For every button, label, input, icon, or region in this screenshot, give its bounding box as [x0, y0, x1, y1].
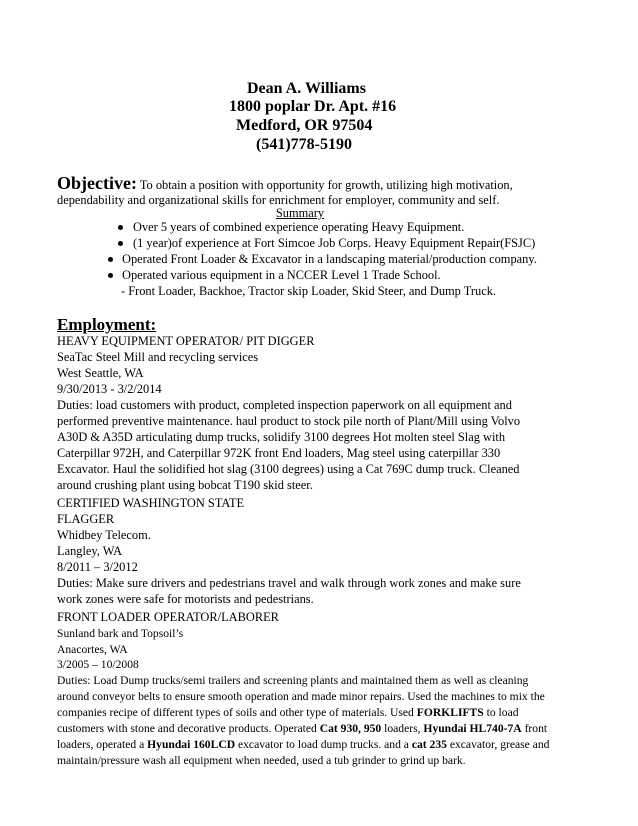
hyundai-excavator-emphasis: Hyundai 160LCD	[147, 738, 236, 751]
objective-text-continued: dependability and organizational skills for enrichment for employer, community and self.	[57, 193, 500, 207]
job-duties-line: Excavator. Haul the solidified hot slag (3100 degrees) using a Cat 769C dump truck. Cleaned	[57, 462, 520, 476]
summary-item: Over 5 years of combined experience operating Heavy Equipment.	[133, 220, 465, 234]
employment-heading: Employment:	[57, 315, 157, 334]
summary-heading: Summary	[275, 206, 325, 220]
bullet-icon	[108, 257, 113, 262]
bullet-icon	[108, 273, 113, 278]
job-duties-line: work zones were safe for motorists and pedestrians.	[57, 592, 314, 606]
cat-excavator-emphasis: cat 235	[411, 738, 447, 751]
summary-item: (1 year)of experience at Fort Simcoe Job Corps. Heavy Equipment Repair(FSJC)	[133, 236, 536, 250]
job-dates: 9/30/2013 - 3/2/2014	[57, 382, 162, 396]
job-company: Whidbey Telecom.	[57, 528, 151, 542]
job-title: FRONT LOADER OPERATOR/LABORER	[57, 610, 279, 624]
job-duties-line: loaders, operated a Hyundai 160LCD excavator to load dump trucks. and a cat 235 excavator, grease and	[57, 738, 550, 751]
phone-number: (541)778-5190	[256, 136, 352, 153]
objective-label: Objective:	[57, 173, 137, 193]
job-duties-line: Duties: Make sure drivers and pedestrians travel and walk through work zones and make sure	[57, 576, 521, 590]
job-location: Langley, WA	[57, 544, 123, 558]
objective-line	[57, 173, 513, 194]
summary-subitem: - Front Loader, Backhoe, Tractor skip Loader, Skid Steer, and Dump Truck.	[121, 284, 496, 298]
job-location: West Seattle, WA	[57, 366, 144, 380]
address-line-2: Medford, OR 97504	[236, 117, 373, 134]
job-title: CERTIFIED WASHINGTON STATE	[57, 496, 245, 510]
address-line-1: 1800 poplar Dr. Apt. #16	[229, 98, 397, 115]
job-location: Anacortes, WA	[57, 643, 128, 656]
job-company: SeaTac Steel Mill and recycling services	[57, 350, 259, 364]
job-duties-line: around conveyor belts to ensure smooth operation and made minor repairs. Used the machines to mix the	[57, 690, 545, 703]
job-duties-line: maintain/pressure wash all equipment when needed, used a tub grinder to grind up bark.	[57, 754, 466, 767]
job-duties-line: Duties: Load Dump trucks/semi trailers and screening plants and maintained them as well as cleaning	[57, 674, 529, 687]
forklifts-emphasis: FORKLIFTS	[416, 706, 484, 719]
objective-text: To obtain a position with opportunity for growth, utilizing high motivation,	[136, 178, 513, 192]
job-company: Sunland bark and Topsoil’s	[57, 627, 184, 640]
job-duties-line: A30D & A35D articulating dump trucks, solidify 3100 degrees Hot molten steel Slag with	[57, 430, 506, 444]
job-title: HEAVY EQUIPMENT OPERATOR/ PIT DIGGER	[57, 334, 315, 348]
job-duties-line: Caterpillar 972H, and Caterpillar 972K front End loaders, Mag steel using caterpillar 330	[57, 446, 501, 460]
job-dates: 8/2011 – 3/2012	[57, 560, 138, 574]
summary-item: Operated Front Loader & Excavator in a landscaping material/production company.	[122, 252, 537, 266]
bullet-icon	[118, 225, 123, 230]
cat-loaders-emphasis: Cat 930, 950	[319, 722, 382, 735]
job-duties-line: customers with stone and decorative products. Operated Cat 930, 950 loaders, Hyundai HL740-7A front	[57, 722, 548, 735]
job-duties-line: performed preventive maintenance. haul product to stock pile north of Plant/Mill using Volvo	[57, 414, 521, 428]
job-title-continued: FLAGGER	[57, 512, 115, 526]
job-duties-line: companies recipe of different types of soils and other type of materials. Used FORKLIFTS to load	[57, 706, 519, 719]
job-duties-line: Duties: load customers with product, completed inspection paperwork on all equipment and	[57, 398, 512, 412]
bullet-icon	[118, 241, 123, 246]
hyundai-loader-emphasis: Hyundai HL740-7A	[423, 722, 522, 735]
job-dates: 3/2005 – 10/2008	[57, 658, 139, 671]
applicant-name: Dean A. Williams	[247, 80, 366, 97]
summary-item: Operated various equipment in a NCCER Level 1 Trade School.	[122, 268, 441, 282]
job-duties-line: around crushing plant using bobcat T190 skid steer.	[57, 478, 313, 492]
